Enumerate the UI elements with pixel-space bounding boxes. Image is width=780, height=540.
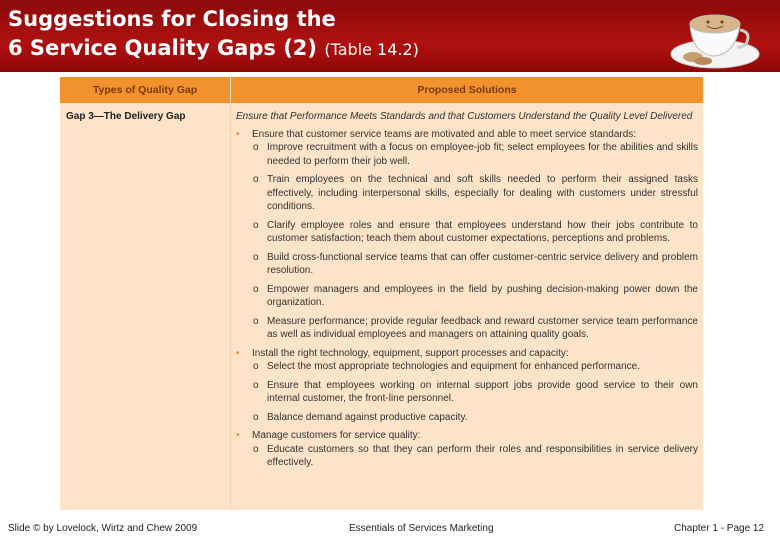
- footer-page: Chapter 1 - Page 12: [674, 523, 765, 534]
- header-gap-type: Types of Quality Gap: [92, 84, 198, 96]
- solution-bullet: • Install the right technology, equipment, support processes and capacity:: [236, 347, 698, 361]
- solution-sub-item: o Improve recruitment with a focus on employee-job fit; select employees for the abilities and skills needed to perform their job well.: [236, 141, 698, 168]
- solution-bullet: • Manage customers for service quality:: [236, 429, 698, 443]
- solution-sub-item: o Empower managers and employees in the field by pushing decision-making power down the organization.: [236, 283, 698, 310]
- table-row: [60, 103, 703, 510]
- solution-lead: Ensure that Performance Meets Standards and that Customers Understand the Quality Level Delivered: [236, 111, 693, 122]
- table-header: [60, 77, 703, 103]
- footer-copyright: Slide © by Lovelock, Wirtz and Chew 2009: [8, 523, 198, 534]
- title-bar: [0, 0, 780, 72]
- footer-title: Essentials of Services Marketing: [349, 523, 494, 534]
- title-subtitle: (Table 14.2): [324, 40, 419, 59]
- coffee-cup-icon: [668, 2, 762, 70]
- title-line-2: 6 Service Quality Gaps (2): [8, 36, 318, 60]
- title-line-1: Suggestions for Closing the: [8, 7, 336, 31]
- solution-sub-item: o Balance demand against productive capacity.: [236, 411, 698, 425]
- solution-sub-item: o Train employees on the technical and soft skills needed to perform their assigned tasks effectively, including interpersonal skills, especially for dealing with customers under stressful conditions.: [236, 173, 698, 214]
- solution-sub-item: o Build cross-functional service teams that can offer customer-centric service delivery and problem resolution.: [236, 251, 698, 278]
- solution-sub-item: o Clarify employee roles and ensure that employees understand how their jobs contribute to customer satisfaction; teach them about customer expectations, perceptions and problems.: [236, 219, 698, 246]
- gap-name: Gap 3—The Delivery Gap: [66, 111, 186, 122]
- solution-sub-item: o Measure performance; provide regular feedback and reward customer service team performance as well as individual employees and managers on attaining quality goals.: [236, 315, 698, 342]
- slide-title: [8, 5, 419, 64]
- solution-sub-item: o Educate customers so that they can perform their roles and responsibilities in service delivery effectively.: [236, 443, 698, 470]
- quality-gap-table: [60, 77, 703, 510]
- header-solutions: Proposed Solutions: [230, 77, 703, 103]
- solutions-cell: [230, 103, 703, 510]
- solution-sub-item: o Ensure that employees working on internal support jobs provide good service to their own internal customer, the front-line personnel.: [236, 379, 698, 406]
- solution-sub-item: o Select the most appropriate technologies and equipment for enhanced performance.: [236, 360, 698, 374]
- solution-bullet: • Ensure that customer service teams are motivated and able to meet service standards:: [236, 128, 698, 142]
